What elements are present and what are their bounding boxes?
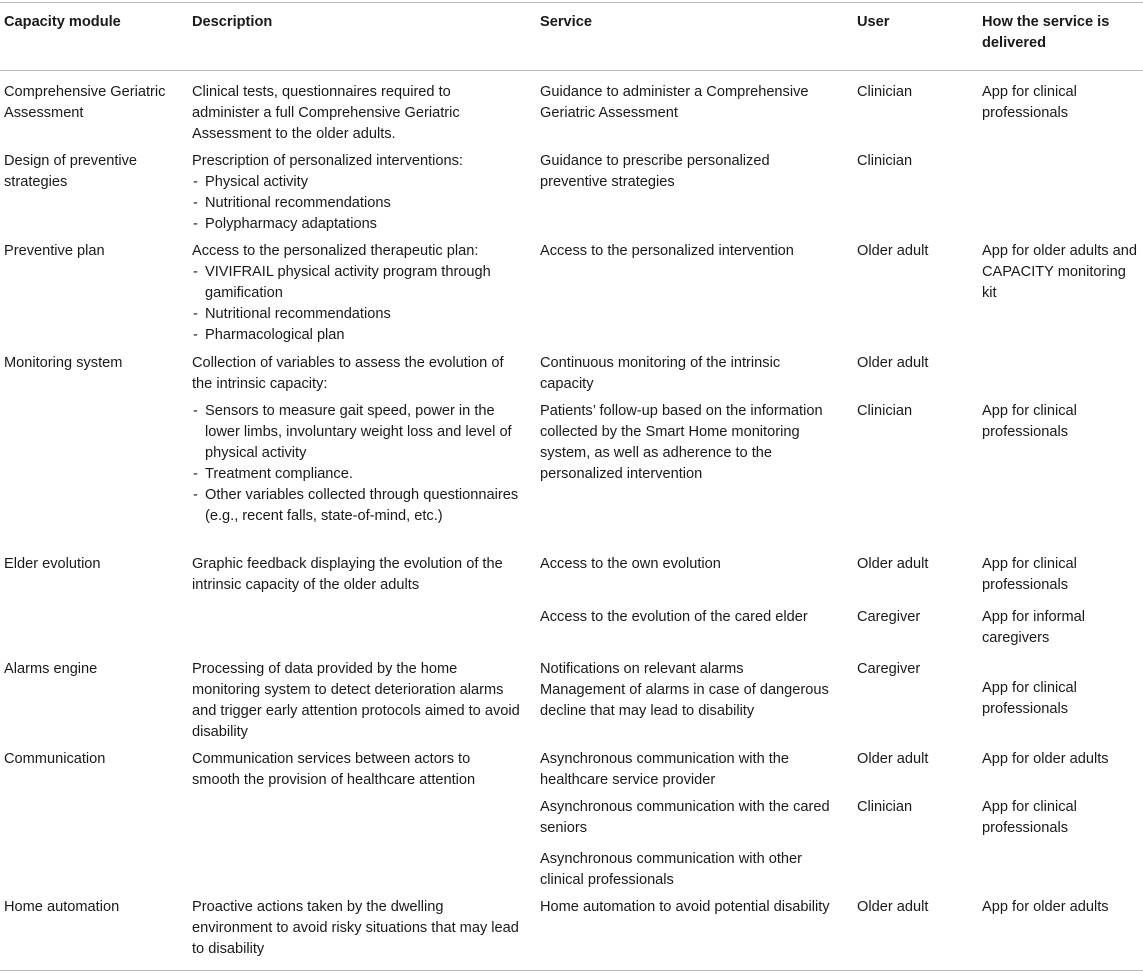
- row-delivery: App for clinical professionals: [982, 556, 1077, 593]
- header-description: Description: [192, 14, 273, 30]
- row-delivery: App for clinical professionals: [982, 680, 1077, 717]
- row-user: Older adult: [857, 243, 929, 259]
- row-service: Management of alarms in case of dangerous decline that may lead to disability: [540, 682, 829, 719]
- row-user: Clinician: [857, 84, 913, 100]
- description-bullets: [192, 262, 522, 346]
- bullet-item: - Nutritional recommendations: [192, 193, 522, 214]
- row-delivery: App for older adults: [982, 899, 1109, 915]
- row-delivery: App for clinical professionals: [982, 799, 1077, 836]
- row-service: Access to the personalized intervention: [540, 243, 794, 259]
- row-description: Proactive actions taken by the dwelling environment to avoid risky situations that may lead to disability: [192, 899, 519, 957]
- table-top-rule: [0, 2, 1143, 3]
- row-user: Clinician: [857, 799, 913, 815]
- row-service: Home automation to avoid potential disability: [540, 899, 830, 915]
- row-module: Home automation: [4, 899, 120, 915]
- row-description: Graphic feedback displaying the evolution of the intrinsic capacity of the older adults: [192, 556, 503, 593]
- row-user: Caregiver: [857, 609, 921, 625]
- bullet-item: - Other variables collected through questionnaires (e.g., recent falls, state-of-mind, etc.): [192, 485, 522, 527]
- row-description: Clinical tests, questionnaires required to administer a full Comprehensive Geriatric Assessment to the older adults.: [192, 84, 460, 142]
- row-service: Asynchronous communication with the healthcare service provider: [540, 751, 790, 788]
- bullet-item: - Physical activity: [192, 172, 522, 193]
- row-module: Monitoring system: [4, 355, 123, 371]
- row-service: Access to the own evolution: [540, 556, 721, 572]
- row-module: Design of preventive strategies: [4, 153, 138, 190]
- header-service: Service: [540, 14, 592, 30]
- row-service: Asynchronous communication with the cared seniors: [540, 799, 830, 836]
- bullet-item: - VIVIFRAIL physical activity program through gamification: [192, 262, 522, 304]
- row-service: Notifications on relevant alarms: [540, 661, 744, 677]
- row-description: [192, 151, 522, 235]
- row-service: Guidance to administer a Comprehensive Geriatric Assessment: [540, 84, 809, 121]
- bullet-item: - Sensors to measure gait speed, power in the lower limbs, involuntary weight loss and level of physical activity: [192, 401, 522, 464]
- row-user: Caregiver: [857, 661, 921, 677]
- table-bottom-rule: [0, 970, 1143, 971]
- description-intro: Access to the personalized therapeutic plan:: [192, 243, 479, 259]
- row-service: Patients’ follow-up based on the information collected by the Smart Home monitoring system, as well as adherence to the personalized intervention: [540, 403, 823, 482]
- header-user: User: [857, 14, 890, 30]
- row-module: Communication: [4, 751, 106, 767]
- row-user: Older adult: [857, 751, 929, 767]
- row-user: Older adult: [857, 355, 929, 371]
- description-bullets: [192, 172, 522, 235]
- row-module: Alarms engine: [4, 661, 98, 677]
- bullet-item: - Polypharmacy adaptations: [192, 214, 522, 235]
- row-user: Older adult: [857, 899, 929, 915]
- bullet-item: - Treatment compliance.: [192, 464, 522, 485]
- description-intro: Collection of variables to assess the evolution of the intrinsic capacity:: [192, 355, 504, 392]
- row-description: [192, 353, 522, 527]
- row-user: Older adult: [857, 556, 929, 572]
- row-delivery: App for clinical professionals: [982, 84, 1077, 121]
- bullet-item: - Nutritional recommendations: [192, 304, 522, 325]
- bullet-item: - Pharmacological plan: [192, 325, 522, 346]
- row-delivery: App for older adults and CAPACITY monitoring kit: [982, 243, 1137, 301]
- row-user: Clinician: [857, 403, 913, 419]
- row-description: Processing of data provided by the home monitoring system to detect deterioration alarms and trigger early attention protocols aimed to avoid disability: [192, 661, 520, 740]
- row-delivery: App for clinical professionals: [982, 403, 1077, 440]
- row-delivery: App for older adults: [982, 751, 1109, 767]
- row-service: Continuous monitoring of the intrinsic capacity: [540, 355, 781, 392]
- header-capacity-module: Capacity module: [4, 14, 121, 30]
- row-module: Elder evolution: [4, 556, 101, 572]
- row-service: Asynchronous communication with other clinical professionals: [540, 851, 803, 888]
- row-service: Access to the evolution of the cared elder: [540, 609, 808, 625]
- header-bottom-rule: [0, 70, 1143, 71]
- row-description: Communication services between actors to smooth the provision of healthcare attention: [192, 751, 476, 788]
- row-description: [192, 241, 522, 346]
- description-intro: Prescription of personalized interventions:: [192, 153, 463, 169]
- row-service: Guidance to prescribe personalized preventive strategies: [540, 153, 770, 190]
- row-user: Clinician: [857, 153, 913, 169]
- header-delivery: How the service is delivered: [982, 14, 1110, 51]
- row-delivery: App for informal caregivers: [982, 609, 1086, 646]
- row-module: Comprehensive Geriatric Assessment: [4, 84, 166, 121]
- description-bullets: [192, 401, 522, 527]
- row-module: Preventive plan: [4, 243, 105, 259]
